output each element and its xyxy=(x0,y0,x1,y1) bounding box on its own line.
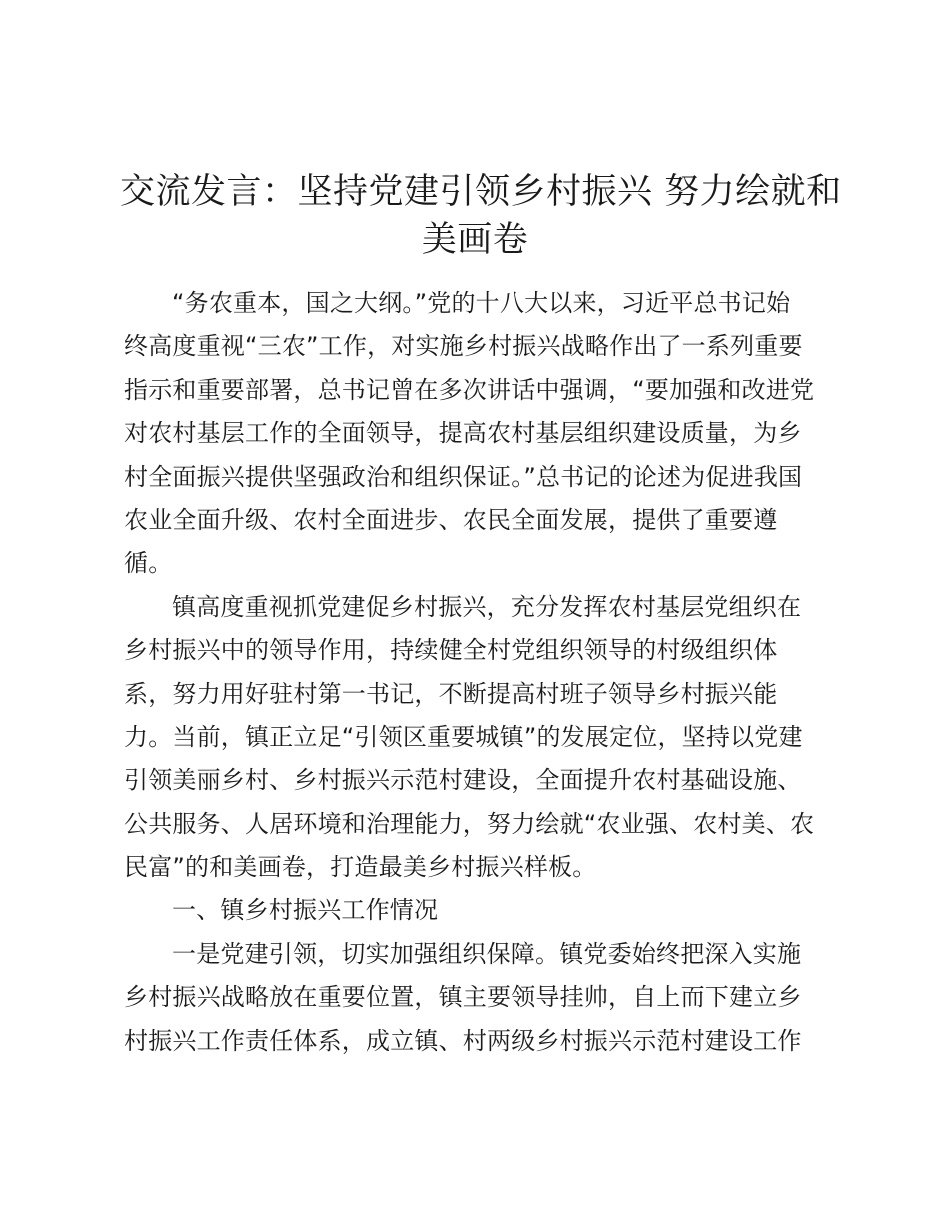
text-line: 循。 xyxy=(124,549,173,578)
title-line-1: 交流发言：坚持党建引领乡村振兴 努力绘就和 xyxy=(120,172,842,212)
text-line: 系，努力用好驻村第一书记，不断提高村班子领导乡村振兴能 xyxy=(124,679,778,708)
text-line: 指示和重要部署，总书记曾在多次讲话中强调，“要加强和改进党 xyxy=(124,375,815,404)
title-line-2: 美画卷 xyxy=(421,220,529,260)
section-heading: 一、镇乡村振兴工作情况 xyxy=(172,896,439,925)
text-line: 公共服务、人居环境和治理能力，努力绘就“农业强、农村美、农 xyxy=(124,809,815,838)
text-line: 一是党建引领，切实加强组织保障。镇党委始终把深入实施 xyxy=(172,939,802,968)
text-line: 农业全面升级、农村全面进步、农民全面发展，提供了重要遵 xyxy=(124,505,778,534)
text-line: 村振兴工作责任体系，成立镇、村两级乡村振兴示范村建设工作 xyxy=(124,1026,802,1055)
text-line: 镇高度重视抓党建促乡村振兴，充分发挥农村基层党组织在 xyxy=(172,592,802,621)
text-line: 力。当前，镇正立足“引领区重要城镇”的发展定位，坚持以党建 xyxy=(124,722,803,751)
text-line: 引领美丽乡村、乡村振兴示范村建设，全面提升农村基础设施、 xyxy=(124,766,802,795)
document-title xyxy=(120,168,842,264)
text-line: 民富”的和美画卷，打造最美乡村振兴样板。 xyxy=(124,853,597,882)
text-line: 终高度重视“三农”工作，对实施乡村振兴战略作出了一系列重要 xyxy=(124,332,803,361)
document-body xyxy=(124,282,830,1063)
text-line: 乡村振兴战略放在重要位置，镇主要领导挂帅，自上而下建立乡 xyxy=(124,983,802,1012)
text-line: “务农重本，国之大纲。”党的十八大以来，习近平总书记始 xyxy=(172,289,791,317)
text-line: 对农村基层工作的全面领导，提高农村基层组织建设质量，为乡 xyxy=(124,419,802,448)
text-line: 乡村振兴中的领导作用，持续健全村党组织领导的村级组织体 xyxy=(124,636,778,665)
text-line: 村全面振兴提供坚强政治和组织保证。”总书记的论述为促进我国 xyxy=(124,462,803,491)
